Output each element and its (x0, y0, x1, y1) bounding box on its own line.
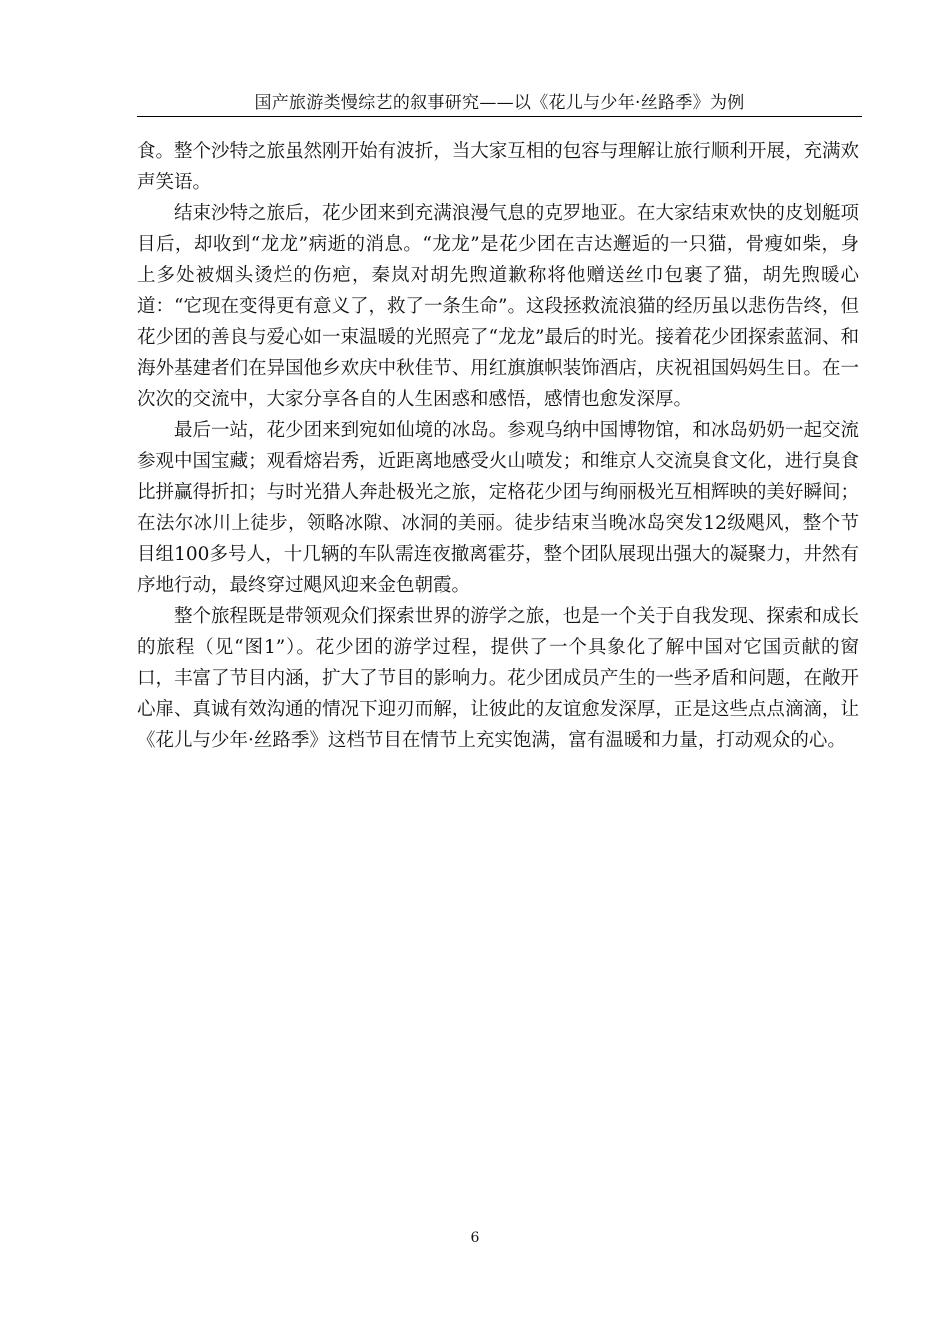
running-header: 国产旅游类慢综艺的叙事研究——以《花儿与少年·丝路季》为例 (254, 93, 745, 113)
header-rule (137, 116, 862, 117)
paragraph-continuation: 食。整个沙特之旅虽然刚开始有波折，当大家互相的包容与理解让旅行顺利开展，充满欢声笑语。 (137, 141, 859, 193)
paragraph-summary: 整个旅程既是带领观众们探索世界的游学之旅，也是一个关于自我发现、探索和成长的旅程（见“图1”）。花少团的游学过程，提供了一个具象化了解中国对它国贡献的窗口，丰富了节目内涵，扩大了节目的影响力。花少团成员产生的一些矛盾和问题，在敞开心扉、真诚有效沟通的情况下迎刃而解，让彼此的友谊愈发深厚，正是这些点点滴滴，让《花儿与少年·丝路季》这档节目在情节上充实饱满，富有温暖和力量，打动观众的心。 (137, 606, 859, 751)
body-text (137, 136, 859, 756)
paragraph-croatia: 结束沙特之旅后，花少团来到充满浪漫气息的克罗地亚。在大家结束欢快的皮划艇项目后，却收到“龙龙”病逝的消息。“龙龙”是花少团在吉达邂逅的一只猫，骨瘦如柴，身上多处被烟头烫烂的伤疤，秦岚对胡先煦道歉称将他赠送丝巾包裹了猫，胡先煦暖心道：“它现在变得更有意义了，救了一条生命”。这段拯救流浪猫的经历虽以悲伤告终，但花少团的善良与爱心如一束温暖的光照亮了“龙龙”最后的时光。接着花少团探索蓝洞、和海外基建者们在异国他乡欢庆中秋佳节、用红旗旗帜装饰酒店，庆祝祖国妈妈生日。在一次次的交流中，大家分享各自的人生困惑和感悟，感情也愈发深厚。 (137, 203, 859, 410)
page-number: 6 (470, 1230, 480, 1246)
paragraph-iceland: 最后一站，花少团来到宛如仙境的冰岛。参观乌纳中国博物馆，和冰岛奶奶一起交流参观中国宝藏；观看熔岩秀，近距离地感受火山喷发；和维京人交流臭食文化，进行臭食比拼赢得折扣；与时光猎人奔赴极光之旅，定格花少团与绚丽极光互相辉映的美好瞬间；在法尔冰川上徒步，领略冰隙、冰洞的美丽。徒步结束当晚冰岛突发12级飓风，整个节目组100多号人，十几辆的车队需连夜撤离霍芬，整个团队展现出强大的凝聚力，井然有序地行动，最终穿过飓风迎来金色朝霞。 (137, 420, 859, 596)
